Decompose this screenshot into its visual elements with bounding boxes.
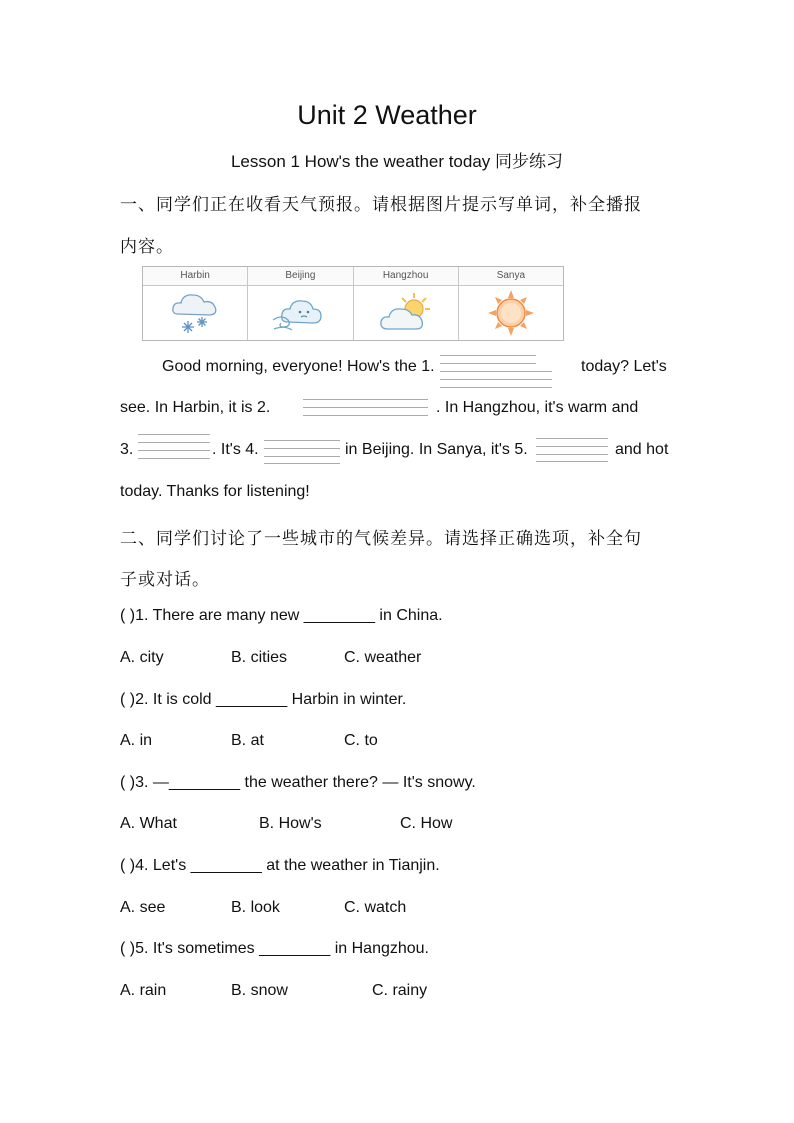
- city-name: Beijing: [248, 267, 352, 286]
- section1-instruction: 一、同学们正在收看天气预报。请根据图片提示写单词，补全播报: [120, 195, 642, 214]
- option-a[interactable]: A. see: [120, 899, 166, 916]
- option-a[interactable]: A. city: [120, 649, 164, 666]
- passage-line-1-end: today? Let's: [581, 358, 667, 375]
- page-subtitle: Lesson 1 How's the weather today 同步练习: [230, 152, 564, 171]
- weather-column-harbin: [143, 267, 248, 340]
- question-5: ( )5. It's sometimes ________ in Hangzhou.: [120, 940, 429, 957]
- option-c[interactable]: C. watch: [344, 899, 407, 916]
- passage-line-3-mid2: in Beijing. In Sanya, it's 5.: [345, 441, 528, 458]
- answer-blank-3[interactable]: [138, 434, 210, 460]
- option-b[interactable]: B. at: [231, 732, 264, 749]
- option-a[interactable]: A. in: [120, 732, 153, 749]
- passage-line-4: today. Thanks for listening!: [120, 483, 310, 500]
- section2-instruction-cont: 子或对话。: [120, 570, 210, 589]
- passage-line-1: Good morning, everyone! How's the 1.: [162, 358, 435, 375]
- passage-line-3-mid: . It's 4.: [212, 441, 259, 458]
- passage-line-3-start: 3.: [120, 441, 134, 458]
- sun-behind-cloud-icon: [376, 289, 436, 337]
- snowy-cloud-icon: [168, 288, 222, 338]
- option-c[interactable]: C. weather: [344, 649, 422, 666]
- question-1: ( )1. There are many new ________ in China.: [120, 607, 443, 624]
- option-b[interactable]: B. look: [231, 899, 280, 916]
- passage-line-3-end: and hot: [615, 441, 669, 458]
- passage-line-2-end: . In Hangzhou, it's warm and: [436, 399, 639, 416]
- sun-icon: [486, 288, 536, 338]
- weather-column-beijing: [248, 267, 353, 340]
- question-4: ( )4. Let's ________ at the weather in Tianjin.: [120, 857, 440, 874]
- option-a[interactable]: A. What: [120, 815, 177, 832]
- city-name: Sanya: [459, 267, 563, 286]
- city-name: Hangzhou: [354, 267, 458, 286]
- passage-line-2: see. In Harbin, it is 2.: [120, 399, 271, 416]
- answer-blank-1[interactable]: [440, 355, 552, 393]
- option-b[interactable]: B. snow: [231, 982, 288, 999]
- answer-blank-5[interactable]: [536, 438, 608, 462]
- answer-blank-2[interactable]: [303, 397, 428, 421]
- weather-column-sanya: [459, 267, 563, 340]
- question-2: ( )2. It is cold ________ Harbin in winter.: [120, 691, 407, 708]
- option-c[interactable]: C. to: [344, 732, 378, 749]
- answer-blank-4[interactable]: [264, 440, 340, 464]
- option-b[interactable]: B. cities: [231, 649, 288, 666]
- weather-column-hangzhou: [354, 267, 459, 340]
- option-b[interactable]: B. How's: [259, 815, 322, 832]
- option-c[interactable]: C. How: [400, 815, 453, 832]
- option-c[interactable]: C. rainy: [372, 982, 428, 999]
- windy-cloud-icon: [270, 290, 330, 336]
- option-a[interactable]: A. rain: [120, 982, 167, 999]
- question-3: ( )3. —________ the weather there? — It's snowy.: [120, 774, 476, 791]
- city-name: Harbin: [143, 267, 247, 286]
- page-title: Unit 2 Weather: [297, 100, 477, 130]
- weather-forecast-table: [142, 266, 564, 341]
- section2-instruction: 二、同学们讨论了一些城市的气候差异。请选择正确选项，补全句: [120, 529, 642, 548]
- section1-instruction-cont: 内容。: [120, 237, 174, 256]
